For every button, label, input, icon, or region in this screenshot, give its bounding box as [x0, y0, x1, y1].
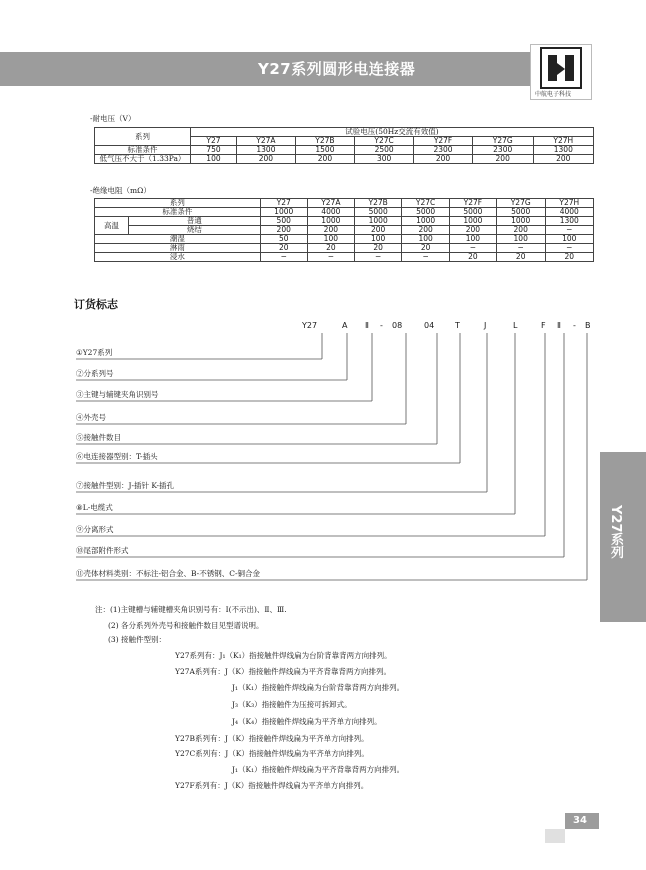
- table-cell: 1300: [545, 217, 593, 226]
- insulation-section-label: -绝缘电阻（mΩ）: [90, 186, 151, 195]
- table-cell: 5000: [496, 208, 545, 217]
- note-line: J₃（K₃）指接触件为压接可拆卸式。: [232, 700, 352, 709]
- order-legend-item: ④外壳号: [76, 413, 106, 422]
- note-line: 注：(1)主键槽与辅键槽夹角识别号有：Ⅰ(不示出)、Ⅱ、Ⅲ.: [95, 605, 287, 614]
- table-cell: −: [307, 253, 354, 262]
- order-code-part: T: [455, 321, 460, 330]
- table-cell: 200: [307, 226, 354, 235]
- voltage-column-header: Y27A: [236, 137, 295, 146]
- table-cell: 20: [449, 253, 496, 262]
- table-cell: 2300: [414, 146, 473, 155]
- page-title: Y27系列圆形电连接器: [258, 60, 416, 78]
- voltage-column-header: Y27G: [472, 137, 533, 146]
- order-code-part: -: [573, 321, 576, 330]
- row-label: 普通: [129, 217, 261, 226]
- table-cell: 200: [355, 226, 402, 235]
- order-code-part: Y27: [302, 321, 318, 330]
- table-cell: 100: [191, 155, 237, 164]
- note-line: J₄（K₄）指接触件焊线扁为平齐单方向排列。: [232, 717, 382, 726]
- table-cell: 200: [295, 155, 354, 164]
- voltage-column-header: Y27B: [295, 137, 354, 146]
- row-label: 低气压不大于（1.33Pa）: [95, 155, 191, 164]
- row-label: 标准条件: [95, 208, 261, 217]
- row-label: 烧结: [129, 226, 261, 235]
- page-number: 34: [573, 815, 587, 826]
- order-legend-item: ⑤接触件数目: [76, 433, 121, 442]
- table-cell: 20: [402, 244, 450, 253]
- note-line: J₁（K₁）指接触件焊线扁为平齐背靠背两方向排列。: [232, 765, 405, 774]
- table-cell: 2500: [354, 146, 413, 155]
- table-cell: 1000: [307, 217, 354, 226]
- table-cell: −: [402, 253, 450, 262]
- note-line: (2) 各分系列外壳号和接触件数目见型谱说明。: [108, 621, 264, 630]
- note-line: Y27F系列有：J（K）指接触件焊线扁为平齐单方向排列。: [175, 781, 369, 790]
- table-cell: 1300: [533, 146, 593, 155]
- note-line: J₁（K₁）指接触件焊线扁为台阶背靠背两方向排列。: [232, 683, 405, 692]
- logo-text: 中航电子科技: [535, 91, 572, 98]
- table-cell: 5000: [402, 208, 450, 217]
- table-cell: 200: [414, 155, 473, 164]
- table-cell: 500: [260, 217, 307, 226]
- table-cell: 100: [355, 235, 402, 244]
- row-label: 浸水: [95, 253, 261, 262]
- table-cell: 50: [260, 235, 307, 244]
- order-code-part: J: [484, 321, 487, 330]
- insulation-column-header: Y27: [260, 199, 307, 208]
- order-legend-item: ⑧L-电缆式: [76, 503, 113, 512]
- table-cell: 100: [496, 235, 545, 244]
- order-code-part: F: [541, 321, 546, 330]
- order-code-part: 08: [392, 321, 403, 330]
- insulation-column-header: Y27C: [402, 199, 450, 208]
- table-cell: −: [545, 226, 593, 235]
- table-cell: 20: [260, 244, 307, 253]
- table-cell: 4000: [307, 208, 354, 217]
- table-cell: 100: [449, 235, 496, 244]
- table-cell: 5000: [355, 208, 402, 217]
- note-line: (3) 接触件型别：: [108, 635, 167, 644]
- note-line: Y27系列有：J₁（K₁）指接触件焊线扁为台阶背靠背两方向排列。: [175, 651, 392, 660]
- table-cell: 5000: [449, 208, 496, 217]
- table-cell: −: [545, 244, 593, 253]
- order-legend-item: ①Y27系列: [76, 348, 113, 357]
- high-temp-label: 高温: [95, 217, 129, 235]
- table-cell: 20: [496, 253, 545, 262]
- table-cell: 200: [533, 155, 593, 164]
- voltage-section-label: -耐电压（V）: [90, 114, 136, 123]
- table-cell: 20: [545, 253, 593, 262]
- insulation-column-header: Y27H: [545, 199, 593, 208]
- row-label: 标准条件: [95, 146, 191, 155]
- table-cell: 1000: [355, 217, 402, 226]
- table-cell: 2300: [472, 146, 533, 155]
- note-line: Y27B系列有：J（K）指接触件焊线扁为平齐单方向排列。: [175, 734, 369, 743]
- insulation-column-header: Y27A: [307, 199, 354, 208]
- voltage-series-header: 系列: [95, 128, 191, 146]
- row-label: 淋雨: [95, 244, 261, 253]
- insulation-column-header: Y27B: [355, 199, 402, 208]
- order-code-part: L: [513, 321, 518, 330]
- order-code-part: 04: [424, 321, 435, 330]
- order-legend-item: ③主键与辅键夹角识别号: [76, 390, 159, 399]
- side-tab-label: Y27系列: [608, 505, 623, 559]
- table-cell: 4000: [545, 208, 593, 217]
- table-cell: 750: [191, 146, 237, 155]
- insulation-series-header: 系列: [95, 199, 261, 208]
- table-cell: 20: [355, 244, 402, 253]
- table-cell: −: [260, 253, 307, 262]
- order-legend-item: ⑪壳体材料类别：不标注-铝合金、B-不锈钢、C-铜合金: [76, 569, 260, 578]
- order-legend-item: ⑦接触件型别：J-插针 K-插孔: [76, 481, 175, 490]
- order-legend-item: ⑩尾部附件形式: [76, 546, 129, 555]
- table-cell: 200: [496, 226, 545, 235]
- table-cell: 1000: [260, 208, 307, 217]
- page-number-shade: [545, 829, 565, 843]
- table-cell: 200: [236, 155, 295, 164]
- note-line: Y27C系列有：J（K）指接触件焊线扁为平齐单方向排列。: [175, 749, 369, 758]
- voltage-column-header: Y27: [191, 137, 237, 146]
- table-cell: −: [449, 244, 496, 253]
- table-cell: 20: [307, 244, 354, 253]
- order-code-part: B: [585, 321, 591, 330]
- table-cell: 1000: [449, 217, 496, 226]
- table-cell: −: [355, 253, 402, 262]
- order-legend-item: ②分系列号: [76, 369, 114, 378]
- voltage-caption: 试验电压(50Hz交流有效值): [191, 128, 594, 137]
- order-code-part: -: [380, 321, 383, 330]
- table-cell: 100: [307, 235, 354, 244]
- insulation-column-header: Y27G: [496, 199, 545, 208]
- voltage-column-header: Y27C: [354, 137, 413, 146]
- order-code-part: A: [342, 321, 348, 330]
- order-title: 订货标志: [74, 298, 118, 311]
- table-cell: −: [496, 244, 545, 253]
- table-cell: 1500: [295, 146, 354, 155]
- insulation-column-header: Y27F: [449, 199, 496, 208]
- table-cell: 1000: [496, 217, 545, 226]
- table-cell: 300: [354, 155, 413, 164]
- order-legend-item: ⑥电连接器型别：T-插头: [76, 452, 158, 461]
- order-code-part: Ⅱ: [557, 321, 561, 330]
- note-line: Y27A系列有：J（K）指接触件焊线扁为平齐背靠背两方向排列。: [175, 667, 392, 676]
- table-cell: 200: [402, 226, 450, 235]
- order-code-part: Ⅱ: [365, 321, 369, 330]
- table-cell: 1300: [236, 146, 295, 155]
- table-cell: 200: [449, 226, 496, 235]
- table-cell: 100: [402, 235, 450, 244]
- table-cell: 100: [545, 235, 593, 244]
- voltage-column-header: Y27F: [414, 137, 473, 146]
- table-cell: 200: [260, 226, 307, 235]
- row-label: 潮湿: [95, 235, 261, 244]
- order-legend-item: ⑨分离形式: [76, 525, 114, 534]
- table-cell: 1000: [402, 217, 450, 226]
- table-cell: 200: [472, 155, 533, 164]
- voltage-column-header: Y27H: [533, 137, 593, 146]
